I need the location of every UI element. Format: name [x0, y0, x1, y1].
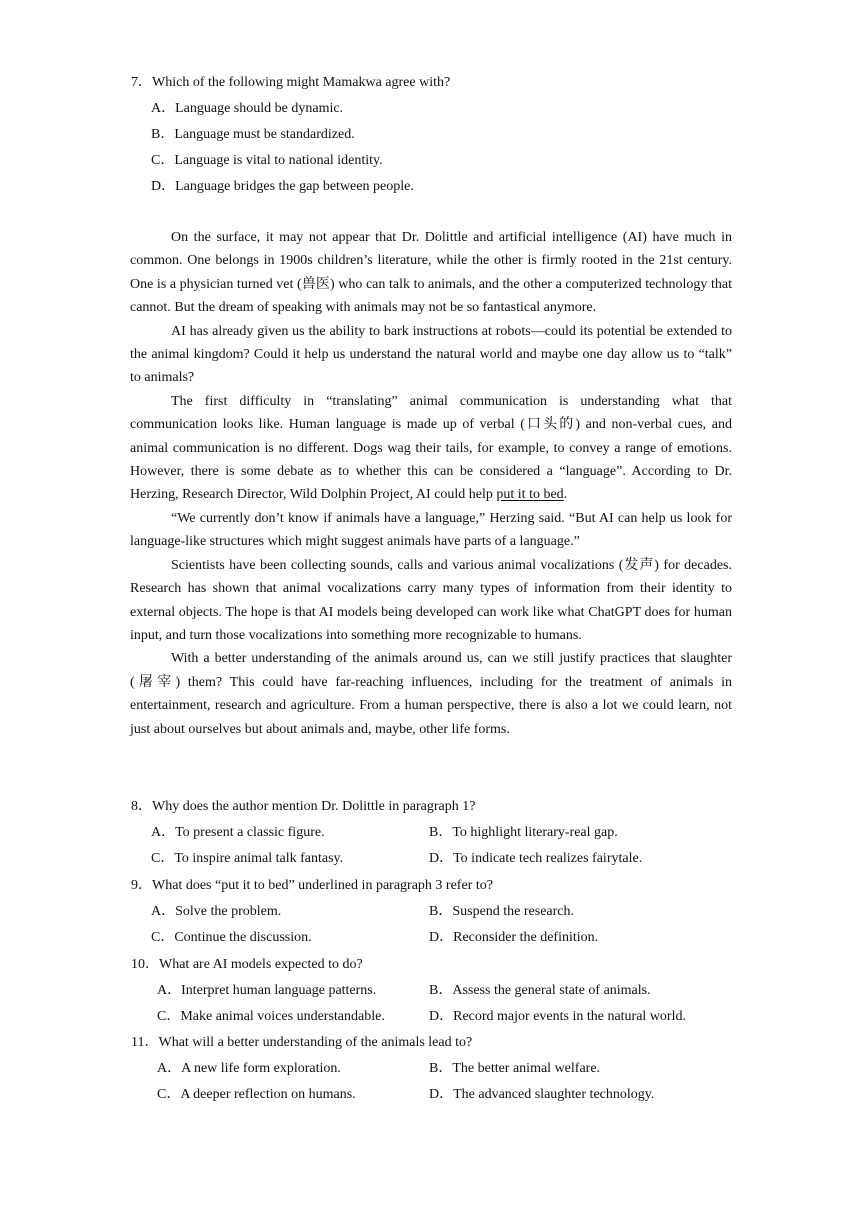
question-8-option-a: A．To present a classic figure.	[151, 825, 325, 840]
question-10-option-c: C．Make animal voices understandable.	[157, 1009, 385, 1024]
question-11-option-d: D．The advanced slaughter technology.	[429, 1087, 655, 1102]
question-10-option-a: A．Interpret human language patterns.	[157, 983, 377, 998]
question-7-option-b: B．Language must be standardized.	[151, 127, 355, 142]
question-10-option-b: B．Assess the general state of animals.	[429, 983, 651, 998]
passage-paragraph-2: AI has already given us the ability to bark instructions at robots—could its potential be extended to the animal kingdom? Could it help us understand the natural world and maybe one day allow us to “talk” to animals?	[130, 323, 732, 386]
question-9-option-b: B．Suspend the research.	[429, 904, 575, 919]
question-9-option-c: C．Continue the discussion.	[151, 930, 312, 945]
question-8-option-b: B．To highlight literary-real gap.	[429, 825, 618, 840]
question-11-option-a: A．A new life form exploration.	[157, 1061, 341, 1076]
question-11-stem: 11．What will a better understanding of the animals lead to?	[131, 1035, 473, 1050]
passage-paragraph-3-end: .	[563, 487, 568, 503]
passage-paragraph-5: Scientists have been collecting sounds, calls and various animal vocalizations (发声) for decades. Research has shown that animal vocalizations carry many types of information from their identity to external objects. The hope is that AI models being developed can work like what ChatGPT does for human input, and turn those vocalizations into something more recognizable to humans.	[130, 557, 732, 643]
question-7-option-c: C．Language is vital to national identity.	[151, 153, 383, 168]
question-9-option-d: D．Reconsider the definition.	[429, 930, 599, 945]
reading-passage	[130, 226, 732, 741]
question-8-option-d: D．To indicate tech realizes fairytale.	[429, 851, 643, 866]
question-8-option-c: C．To inspire animal talk fantasy.	[151, 851, 344, 866]
passage-paragraph-3	[130, 390, 732, 507]
question-11-option-c: C．A deeper reflection on humans.	[157, 1087, 356, 1102]
underlined-phrase: put it to bed	[496, 487, 564, 503]
question-11-option-b: B．The better animal welfare.	[429, 1061, 601, 1076]
question-10-stem: 10．What are AI models expected to do?	[131, 957, 363, 972]
question-10-option-d: D．Record major events in the natural world.	[429, 1009, 686, 1024]
passage-paragraph-4: “We currently don’t know if animals have a language,” Herzing said. “But AI can help us look for language-like structures which might suggest animals have parts of a language.”	[130, 510, 732, 550]
question-7-option-d: D．Language bridges the gap between people.	[151, 179, 414, 194]
passage-paragraph-3-text: The first difficulty in “translating” animal communication is understanding what that communication looks like. Human language is made up of verbal (口头的) and non-verbal cues, and animal communication is no different. Dogs wag their tails, for example, to convey a range of emotions. However, there is some debate as to whether this can be considered a “language”. According to Dr. Herzing, Research Director, Wild Dolphin Project, AI could help	[130, 393, 732, 503]
question-9-stem: 9．What does “put it to bed” underlined in paragraph 3 refer to?	[131, 878, 493, 893]
passage-paragraph-6: With a better understanding of the animals around us, can we still justify practices that slaughter (屠宰) them? This could have far-reaching influences, including for the treatment of animals in entertainment, research and agriculture. From a human perspective, there is also a lot we could learn, not just about ourselves but about animals and, maybe, other life forms.	[130, 651, 732, 737]
passage-paragraph-1: On the surface, it may not appear that Dr. Dolittle and artificial intelligence (AI) have much in common. One belongs in 1900s children’s literature, while the other is firmly rooted in the 21st century. One is a physician turned vet (兽医) who can talk to animals, and the other a computerized technology that cannot. But the dream of speaking with animals may not be so fantastical anymore.	[130, 230, 732, 316]
question-9-option-a: A．Solve the problem.	[151, 904, 282, 919]
question-7-option-a: A．Language should be dynamic.	[151, 101, 344, 116]
question-7-stem: 7．Which of the following might Mamakwa agree with?	[131, 75, 451, 90]
question-8-stem: 8．Why does the author mention Dr. Dolittle in paragraph 1?	[131, 799, 476, 814]
